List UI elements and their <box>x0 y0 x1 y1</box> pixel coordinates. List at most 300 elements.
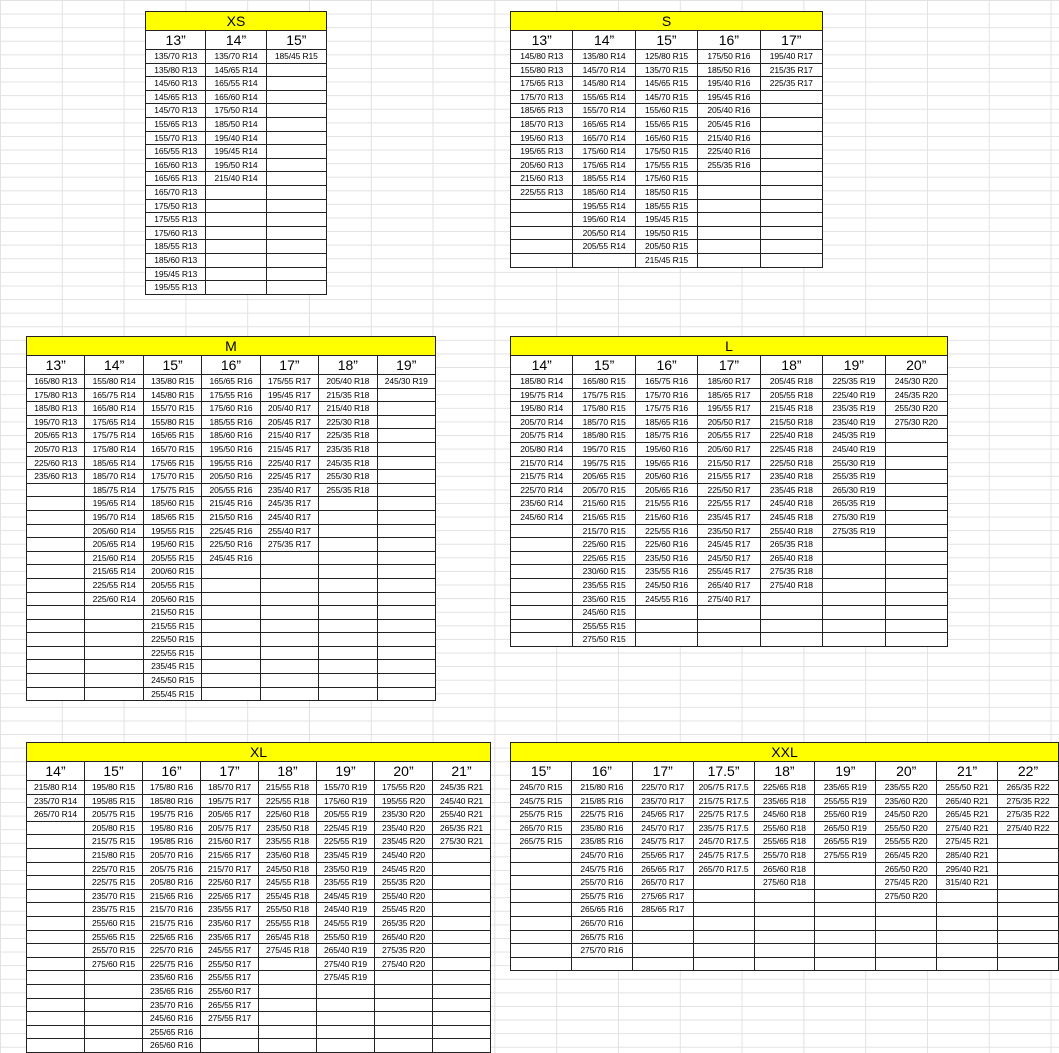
tire-size-cell: 205/65 R14 <box>85 538 143 552</box>
tire-size-cell: 135/80 R13 <box>146 63 206 77</box>
table-row <box>146 158 327 172</box>
tire-size-cell: 185/50 R16 <box>698 63 760 77</box>
tire-size-cell: 275/70 R16 <box>571 944 632 958</box>
tire-size-cell: 245/45 R18 <box>760 510 822 524</box>
table-row <box>27 415 436 429</box>
tire-size-cell: 225/60 R15 <box>573 538 635 552</box>
tire-size-cell <box>377 456 435 470</box>
tire-size-cell: 135/70 R14 <box>206 50 266 64</box>
tire-size-cell: 185/75 R16 <box>635 429 697 443</box>
tire-size-cell: 245/55 R18 <box>259 876 317 890</box>
tire-size-cell: 245/70 R16 <box>571 848 632 862</box>
tire-size-cell: 195/70 R15 <box>573 442 635 456</box>
tire-size-cell: 265/40 R18 <box>760 551 822 565</box>
rim-diameter-header: 13” <box>511 31 573 50</box>
tire-size-cell: 195/75 R17 <box>201 794 259 808</box>
tire-size-cell: 235/70 R17 <box>632 794 693 808</box>
tire-size-cell <box>511 551 573 565</box>
tire-size-cell <box>998 957 1059 971</box>
tire-size-cell <box>266 267 326 281</box>
rim-diameter-header: 15” <box>85 762 143 781</box>
table-row <box>511 388 948 402</box>
tire-size-cell: 225/50 R16 <box>202 538 260 552</box>
tire-size-cell: 255/60 R18 <box>754 821 815 835</box>
tire-size-cell: 265/35 R19 <box>823 497 885 511</box>
tire-size-cell <box>377 565 435 579</box>
tire-size-cell: 245/55 R17 <box>201 944 259 958</box>
tire-size-cell <box>511 199 573 213</box>
tire-size-cell <box>937 903 998 917</box>
tire-size-cell: 225/75 R17.5 <box>693 808 754 822</box>
tire-size-cell: 245/50 R17 <box>698 551 760 565</box>
tire-size-cell: 225/70 R17 <box>632 781 693 795</box>
tire-size-cell: 195/45 R14 <box>206 145 266 159</box>
tire-size-cell <box>511 619 573 633</box>
table-row <box>27 456 436 470</box>
tire-size-cell: 255/75 R16 <box>571 889 632 903</box>
tire-size-cell: 205/60 R15 <box>143 592 201 606</box>
tire-size-cell <box>698 633 760 647</box>
tire-size-cell: 175/55 R13 <box>146 213 206 227</box>
tire-size-cell: 225/65 R16 <box>143 930 201 944</box>
table-row <box>27 429 436 443</box>
tire-size-cell: 175/70 R13 <box>511 90 573 104</box>
tire-size-cell <box>823 619 885 633</box>
tire-size-cell: 215/75 R16 <box>143 916 201 930</box>
tire-size-cell <box>259 1039 317 1053</box>
rim-diameter-header: 15” <box>143 356 201 375</box>
tire-size-cell: 255/60 R17 <box>201 984 259 998</box>
tire-size-cell <box>885 565 947 579</box>
tire-size-cell <box>760 104 822 118</box>
tire-size-cell <box>632 916 693 930</box>
tire-size-cell: 255/65 R18 <box>754 835 815 849</box>
table-row <box>27 889 491 903</box>
tire-size-cell: 225/30 R18 <box>319 415 377 429</box>
tire-size-cell: 145/80 R15 <box>143 388 201 402</box>
table-row <box>27 565 436 579</box>
tire-size-cell <box>698 619 760 633</box>
tire-size-cell <box>754 930 815 944</box>
tire-size-cell <box>511 253 573 267</box>
tire-size-cell <box>260 578 318 592</box>
tire-size-cell: 245/60 R18 <box>754 808 815 822</box>
table-row <box>511 185 823 199</box>
tire-size-cell <box>319 524 377 538</box>
tire-size-cell: 175/70 R16 <box>635 388 697 402</box>
tire-size-cell <box>319 619 377 633</box>
table-row <box>511 606 948 620</box>
tire-size-cell <box>319 646 377 660</box>
tire-size-cell: 255/45 R18 <box>259 889 317 903</box>
rim-diameter-header: 19” <box>377 356 435 375</box>
table-row <box>511 808 1059 822</box>
tire-size-cell: 295/40 R21 <box>937 862 998 876</box>
rim-diameter-header: 21” <box>433 762 491 781</box>
table-row <box>27 1012 491 1026</box>
tire-size-cell: 205/60 R16 <box>635 470 697 484</box>
tire-size-cell <box>266 199 326 213</box>
rim-diameter-header: 17” <box>632 762 693 781</box>
tire-size-cell: 245/40 R17 <box>260 510 318 524</box>
rim-diameter-header: 19” <box>815 762 876 781</box>
tire-size-cell: 205/55 R15 <box>143 551 201 565</box>
tire-size-cell <box>511 876 572 890</box>
tire-size-cell: 215/70 R16 <box>143 903 201 917</box>
tire-size-cell: 235/60 R15 <box>573 592 635 606</box>
tire-size-cell <box>377 483 435 497</box>
tire-size-cell <box>27 565 85 579</box>
tire-size-cell: 185/70 R17 <box>201 781 259 795</box>
tire-size-cell <box>635 633 697 647</box>
rim-diameter-header: 17” <box>260 356 318 375</box>
tire-size-cell: 205/65 R13 <box>27 429 85 443</box>
tire-size-cell: 195/60 R16 <box>635 442 697 456</box>
tire-size-cell: 235/55 R15 <box>573 578 635 592</box>
tire-size-cell: 225/35 R17 <box>760 77 822 91</box>
tire-size-cell: 185/60 R16 <box>202 429 260 443</box>
tire-size-cell: 205/40 R18 <box>319 375 377 389</box>
tire-size-cell <box>260 660 318 674</box>
tire-size-cell <box>998 903 1059 917</box>
rim-diameter-header: 17” <box>698 356 760 375</box>
tire-size-cell: 225/65 R18 <box>754 781 815 795</box>
tire-size-cell <box>259 984 317 998</box>
tire-size-cell: 275/60 R18 <box>754 876 815 890</box>
tire-size-cell: 195/55 R15 <box>143 524 201 538</box>
tire-size-cell: 255/35 R20 <box>375 876 433 890</box>
tire-size-cell: 185/55 R14 <box>573 172 635 186</box>
table-row <box>511 375 948 389</box>
tire-size-cell <box>876 944 937 958</box>
tire-size-cell: 235/50 R17 <box>698 524 760 538</box>
table-row <box>511 565 948 579</box>
tire-size-cell: 165/70 R15 <box>143 442 201 456</box>
tire-size-cell: 245/40 R21 <box>433 794 491 808</box>
tire-size-cell: 235/55 R19 <box>317 876 375 890</box>
table-row <box>511 930 1059 944</box>
tire-size-cell: 215/55 R15 <box>143 619 201 633</box>
tire-size-cell: 195/75 R16 <box>143 808 201 822</box>
tire-size-cell <box>571 957 632 971</box>
tire-size-cell: 265/75 R16 <box>571 930 632 944</box>
tire-size-cell <box>885 633 947 647</box>
tire-size-cell: 225/65 R17 <box>201 889 259 903</box>
tire-size-cell: 265/75 R15 <box>511 835 572 849</box>
rim-diameter-header: 18” <box>259 762 317 781</box>
tire-size-cell <box>885 456 947 470</box>
table-row <box>511 63 823 77</box>
tire-size-cell: 255/40 R20 <box>375 889 433 903</box>
tire-size-cell: 245/35 R21 <box>433 781 491 795</box>
tire-size-cell <box>998 876 1059 890</box>
table-row <box>511 104 823 118</box>
tire-size-cell <box>760 226 822 240</box>
tire-size-cell <box>377 619 435 633</box>
tire-size-cell <box>377 633 435 647</box>
tire-size-cell <box>27 1025 85 1039</box>
tire-size-cell: 195/50 R14 <box>206 158 266 172</box>
tire-size-cell <box>319 538 377 552</box>
tire-size-cell <box>85 1012 143 1026</box>
tire-size-cell: 235/35 R19 <box>823 402 885 416</box>
tire-size-cell: 245/75 R17.5 <box>693 848 754 862</box>
tire-size-cell <box>693 957 754 971</box>
tire-size-cell: 235/55 R18 <box>259 835 317 849</box>
tire-size-cell: 225/35 R18 <box>319 429 377 443</box>
tire-size-cell <box>885 524 947 538</box>
tire-size-cell: 175/75 R15 <box>573 388 635 402</box>
tire-size-cell: 285/65 R17 <box>632 903 693 917</box>
tire-size-cell <box>760 172 822 186</box>
tire-size-cell: 165/65 R16 <box>202 375 260 389</box>
tire-size-cell: 255/55 R18 <box>259 916 317 930</box>
tire-size-cell: 145/60 R13 <box>146 77 206 91</box>
tire-size-cell: 205/50 R14 <box>573 226 635 240</box>
tire-size-cell: 275/40 R18 <box>760 578 822 592</box>
tire-size-cell: 155/65 R15 <box>635 117 697 131</box>
tire-size-cell: 255/50 R18 <box>259 903 317 917</box>
tire-size-cell <box>754 916 815 930</box>
tire-size-cell: 225/55 R19 <box>317 835 375 849</box>
tire-size-cell: 230/60 R15 <box>573 565 635 579</box>
size-class-title: L <box>511 337 948 356</box>
tire-size-cell <box>760 592 822 606</box>
tire-size-cell <box>27 578 85 592</box>
tire-size-cell <box>27 903 85 917</box>
tire-size-cell <box>693 876 754 890</box>
tire-size-cell: 225/60 R14 <box>85 592 143 606</box>
tire-size-cell: 275/35 R22 <box>998 794 1059 808</box>
table-row <box>511 876 1059 890</box>
table-row <box>27 916 491 930</box>
tire-size-cell <box>27 633 85 647</box>
tire-size-cell <box>85 687 143 701</box>
table-row <box>511 592 948 606</box>
tire-size-cell: 255/50 R20 <box>876 821 937 835</box>
tire-size-cell: 215/75 R17.5 <box>693 794 754 808</box>
tire-size-cell: 205/75 R15 <box>85 808 143 822</box>
tire-size-cell: 185/45 R15 <box>266 50 326 64</box>
table-row <box>146 131 327 145</box>
tire-size-cell <box>377 660 435 674</box>
tire-size-cell: 195/45 R13 <box>146 267 206 281</box>
tire-size-cell: 195/55 R20 <box>375 794 433 808</box>
tire-size-cell <box>433 998 491 1012</box>
tire-size-cell: 225/70 R14 <box>511 483 573 497</box>
table-row <box>27 808 491 822</box>
tire-size-cell <box>760 199 822 213</box>
tire-size-cell: 225/50 R17 <box>698 483 760 497</box>
tire-size-cell <box>998 930 1059 944</box>
tire-size-cell: 215/75 R14 <box>511 470 573 484</box>
tire-size-cell: 255/50 R21 <box>937 781 998 795</box>
tire-size-cell <box>998 944 1059 958</box>
tire-size-cell: 275/30 R21 <box>433 835 491 849</box>
tire-size-cell: 135/70 R13 <box>146 50 206 64</box>
table-row <box>146 267 327 281</box>
tire-size-cell: 255/45 R20 <box>375 903 433 917</box>
tire-size-cell <box>885 442 947 456</box>
tire-size-cell <box>511 848 572 862</box>
table-row <box>146 172 327 186</box>
tire-size-cell: 205/75 R14 <box>511 429 573 443</box>
table-row <box>511 213 823 227</box>
tire-size-cell <box>377 687 435 701</box>
tire-size-cell: 175/65 R13 <box>511 77 573 91</box>
tire-size-cell <box>937 889 998 903</box>
tire-size-cell: 235/65 R19 <box>815 781 876 795</box>
tire-size-cell: 255/50 R19 <box>317 930 375 944</box>
tire-size-cell <box>693 903 754 917</box>
rim-diameter-header: 14” <box>27 762 85 781</box>
tire-size-cell <box>27 646 85 660</box>
tire-size-cell: 225/60 R17 <box>201 876 259 890</box>
tire-size-cell <box>260 687 318 701</box>
tire-size-cell: 235/60 R13 <box>27 470 85 484</box>
tire-size-cell <box>754 957 815 971</box>
tire-size-cell: 185/65 R17 <box>698 388 760 402</box>
tire-size-cell <box>319 633 377 647</box>
tire-size-table-xs <box>145 11 327 295</box>
tire-size-cell: 265/70 R14 <box>27 808 85 822</box>
table-row <box>27 687 436 701</box>
table-row <box>27 538 436 552</box>
table-row <box>27 551 436 565</box>
tire-size-cell: 155/65 R14 <box>573 90 635 104</box>
tire-size-cell: 195/60 R14 <box>573 213 635 227</box>
tire-size-cell: 265/50 R19 <box>815 821 876 835</box>
table-row <box>511 145 823 159</box>
tire-size-cell: 265/45 R21 <box>937 808 998 822</box>
tire-size-cell: 205/70 R14 <box>511 415 573 429</box>
tire-size-cell <box>693 889 754 903</box>
table-row <box>146 213 327 227</box>
rim-diameter-header: 13” <box>146 31 206 50</box>
tire-size-cell <box>27 862 85 876</box>
tire-size-cell: 245/40 R19 <box>823 442 885 456</box>
table-row <box>27 957 491 971</box>
tire-size-cell: 225/35 R19 <box>823 375 885 389</box>
table-row <box>511 456 948 470</box>
tire-size-cell: 235/50 R18 <box>259 821 317 835</box>
tire-size-cell <box>206 240 266 254</box>
tire-size-cell <box>27 483 85 497</box>
tire-size-cell <box>266 172 326 186</box>
table-row <box>27 646 436 660</box>
rim-diameter-header: 19” <box>823 356 885 375</box>
tire-size-cell <box>511 226 573 240</box>
tire-size-cell: 245/30 R19 <box>377 375 435 389</box>
tire-size-cell: 275/45 R20 <box>876 876 937 890</box>
rim-diameter-header: 17.5” <box>693 762 754 781</box>
rim-diameter-header: 20” <box>876 762 937 781</box>
tire-size-cell: 255/75 R15 <box>511 808 572 822</box>
tire-size-cell: 265/70 R15 <box>511 821 572 835</box>
tire-size-cell: 215/60 R13 <box>511 172 573 186</box>
tire-size-cell: 155/60 R15 <box>635 104 697 118</box>
tire-size-cell: 245/40 R19 <box>317 903 375 917</box>
tire-size-cell: 235/45 R19 <box>317 848 375 862</box>
tire-size-cell: 235/45 R15 <box>143 660 201 674</box>
tire-size-cell: 255/30 R20 <box>885 402 947 416</box>
tire-size-cell <box>202 606 260 620</box>
tire-size-cell: 205/65 R16 <box>635 483 697 497</box>
table-row <box>511 551 948 565</box>
tire-size-cell: 255/40 R18 <box>760 524 822 538</box>
tire-size-cell: 265/70 R17 <box>632 876 693 890</box>
table-row <box>511 538 948 552</box>
tire-size-table-s <box>510 11 823 268</box>
tire-size-cell: 255/45 R15 <box>143 687 201 701</box>
tire-size-cell: 235/30 R20 <box>375 808 433 822</box>
tire-size-cell: 275/40 R19 <box>317 957 375 971</box>
tire-size-cell <box>202 578 260 592</box>
tire-size-cell <box>635 619 697 633</box>
tire-size-cell <box>317 1012 375 1026</box>
tire-size-cell <box>319 565 377 579</box>
tire-size-cell: 275/45 R21 <box>937 835 998 849</box>
tire-size-cell <box>693 930 754 944</box>
rim-diameter-header: 15” <box>266 31 326 50</box>
tire-size-cell: 245/35 R18 <box>319 456 377 470</box>
tire-size-cell: 275/50 R15 <box>573 633 635 647</box>
tire-size-cell: 225/45 R18 <box>760 442 822 456</box>
tire-size-cell <box>319 687 377 701</box>
tire-size-cell: 245/50 R18 <box>259 862 317 876</box>
tire-size-cell: 195/80 R14 <box>511 402 573 416</box>
tire-size-cell <box>998 862 1059 876</box>
tire-size-cell: 215/55 R18 <box>259 781 317 795</box>
rim-diameter-header: 14” <box>85 356 143 375</box>
table-row <box>511 77 823 91</box>
rim-diameter-header: 14” <box>206 31 266 50</box>
tire-size-cell <box>377 524 435 538</box>
tire-size-cell: 235/50 R19 <box>317 862 375 876</box>
tire-size-table-l <box>510 336 948 647</box>
tire-size-cell: 245/45 R19 <box>317 889 375 903</box>
rim-diameter-header: 16” <box>202 356 260 375</box>
tire-size-table-m <box>26 336 436 701</box>
tire-size-cell: 245/50 R20 <box>876 808 937 822</box>
tire-size-cell <box>27 889 85 903</box>
tire-size-cell: 155/80 R13 <box>511 63 573 77</box>
tire-size-cell <box>876 916 937 930</box>
tire-size-cell: 245/50 R16 <box>635 578 697 592</box>
tire-size-cell <box>698 606 760 620</box>
tire-size-cell <box>433 889 491 903</box>
tire-size-cell <box>377 578 435 592</box>
tire-size-cell: 165/65 R13 <box>146 172 206 186</box>
tire-size-cell: 255/35 R18 <box>319 483 377 497</box>
tire-size-cell: 235/40 R19 <box>823 415 885 429</box>
table-row <box>27 984 491 998</box>
tire-size-cell <box>317 1039 375 1053</box>
tire-size-cell: 265/35 R21 <box>433 821 491 835</box>
tire-size-cell: 275/35 R20 <box>375 944 433 958</box>
tire-size-cell: 185/70 R15 <box>573 415 635 429</box>
tire-size-cell: 225/60 R16 <box>635 538 697 552</box>
tire-size-cell: 205/70 R13 <box>27 442 85 456</box>
tire-size-cell <box>511 633 573 647</box>
tire-size-cell <box>760 158 822 172</box>
tire-size-cell <box>511 889 572 903</box>
table-row <box>27 794 491 808</box>
tire-size-cell <box>433 957 491 971</box>
tire-size-cell: 235/65 R16 <box>143 984 201 998</box>
tire-size-cell: 225/60 R13 <box>27 456 85 470</box>
tire-size-cell <box>260 565 318 579</box>
